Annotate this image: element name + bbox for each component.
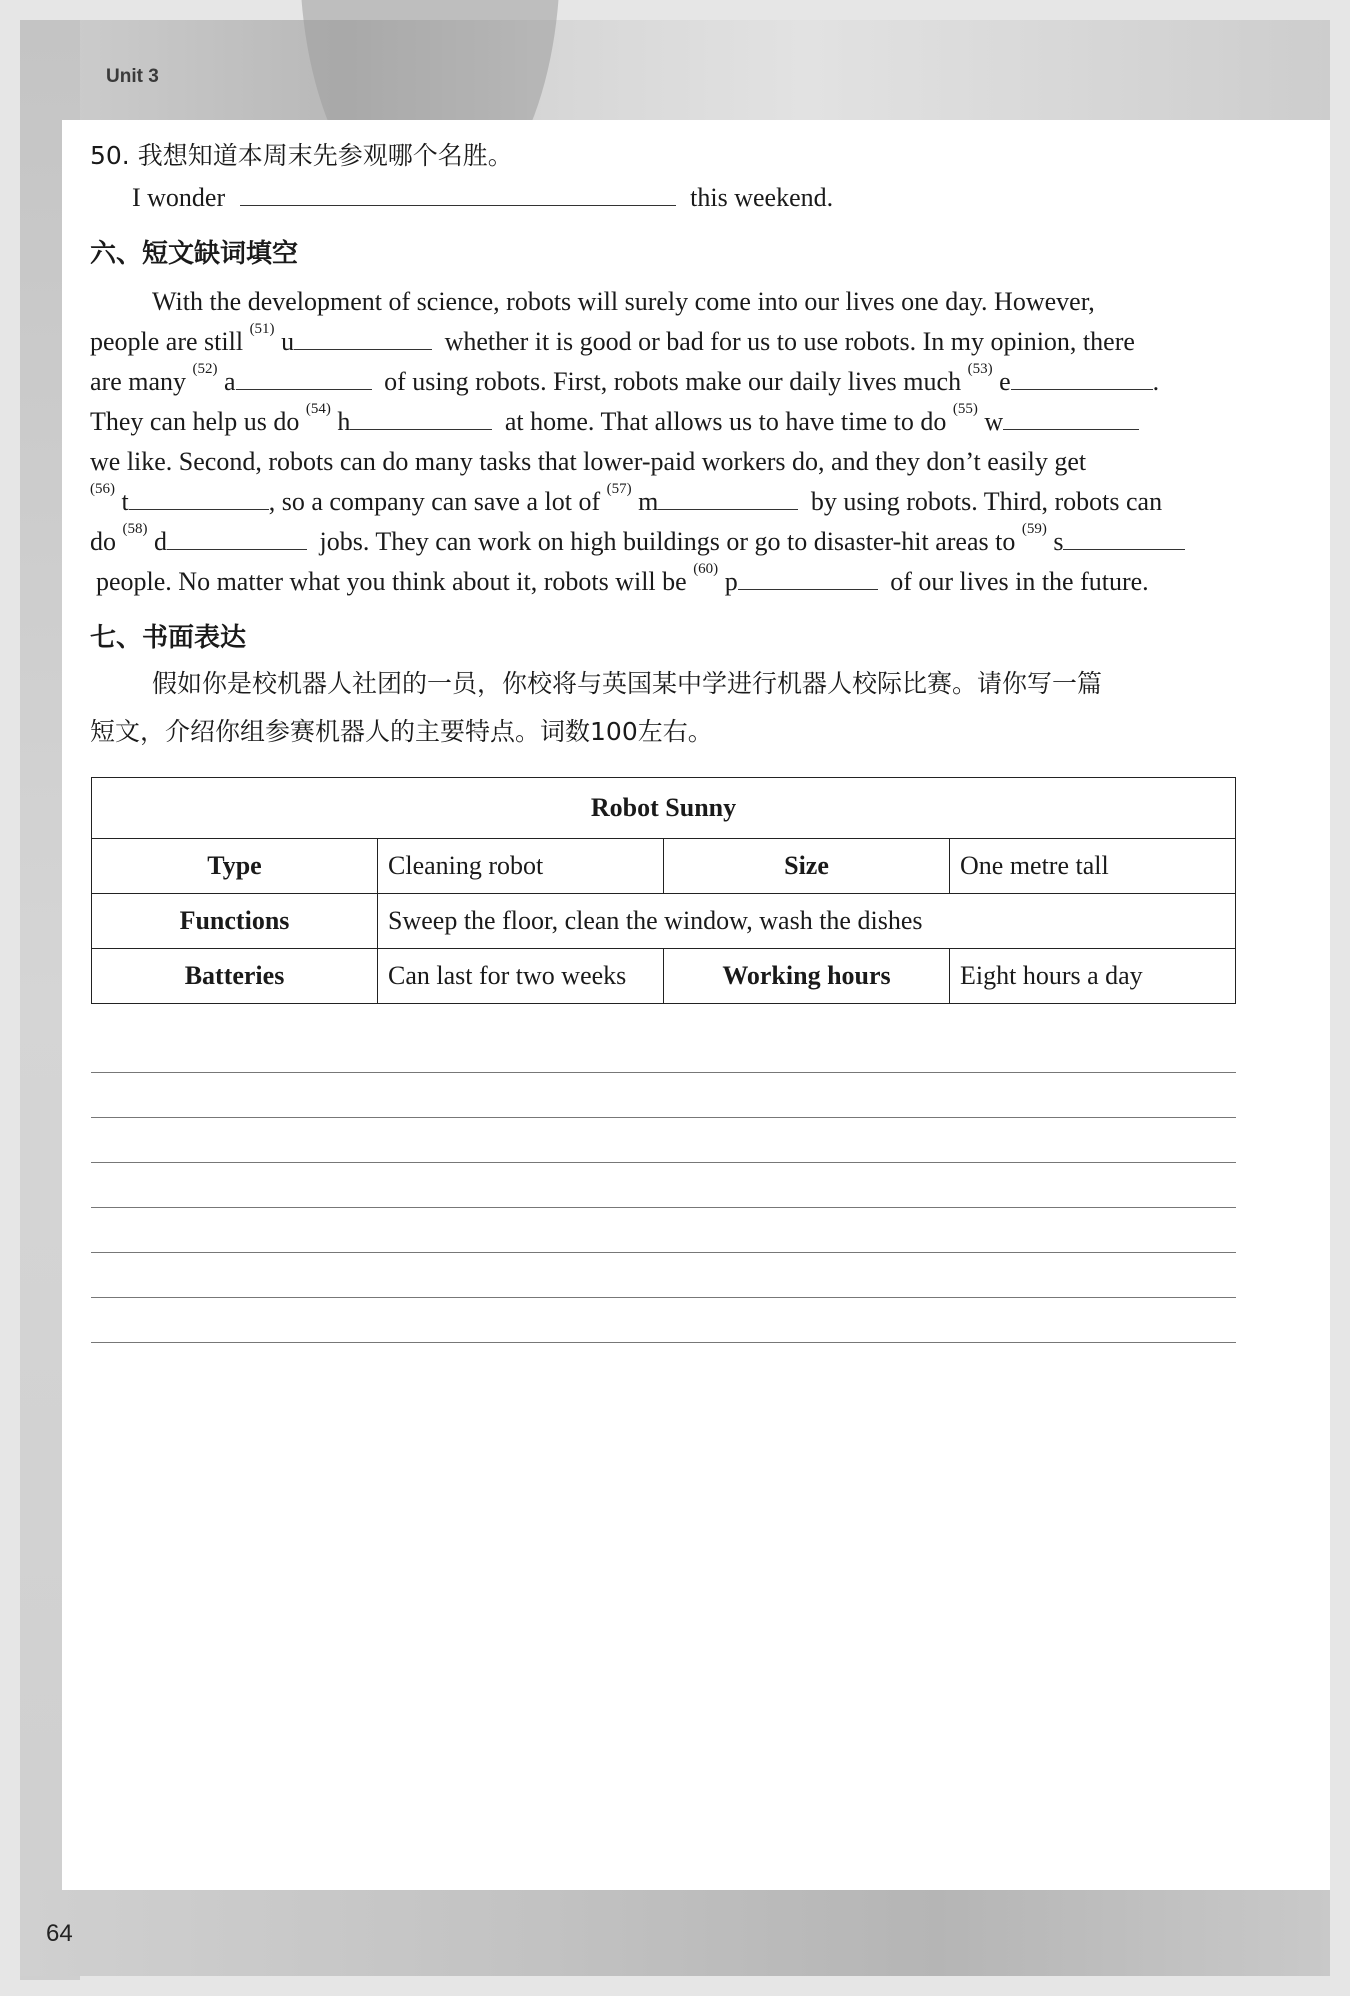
batteries-value: Can last for two weeks — [378, 949, 664, 1004]
functions-label: Functions — [92, 894, 378, 949]
bottom-shading — [20, 1890, 1330, 1976]
robot-info-table — [91, 777, 1236, 1004]
blank-53[interactable] — [1011, 367, 1153, 390]
blank-number-57: (57) — [606, 481, 632, 497]
blank-hint-59: s — [1053, 527, 1064, 556]
writing-line[interactable] — [91, 1162, 1236, 1163]
writing-line[interactable] — [91, 1297, 1236, 1298]
writing-line[interactable] — [91, 1342, 1236, 1343]
passage-line-3 — [90, 361, 1160, 398]
passage-text: whether it is good or bad for us to use robots. In my opinion, there — [444, 327, 1135, 356]
blank-number-60: (60) — [693, 561, 719, 577]
blank-hint-54: h — [337, 407, 351, 436]
blank-hint-53: e — [999, 367, 1011, 396]
blank-57[interactable] — [658, 487, 798, 510]
blank-60[interactable] — [738, 567, 878, 590]
table-title: Robot Sunny — [92, 778, 1236, 839]
size-value: One metre tall — [950, 839, 1236, 894]
passage-line-7 — [90, 521, 1185, 558]
blank-hint-58: d — [154, 527, 167, 556]
passage-text: people. No matter what you think about it, robots will be — [96, 567, 687, 596]
q50-prompt: 50. 我想知道本周末先参观哪个名胜。 — [90, 141, 513, 170]
q50-answer-start: I wonder — [132, 183, 226, 212]
passage-line-8 — [96, 561, 1149, 598]
q50-blank[interactable] — [240, 183, 676, 206]
blank-hint-60: p — [724, 567, 738, 596]
passage-text: people are still — [90, 327, 244, 356]
passage-line-2 — [90, 321, 1135, 358]
blank-number-56: (56) — [90, 481, 115, 497]
passage-text: . — [1152, 367, 1160, 396]
passage-text: at home. That allows us to have time to do — [504, 407, 947, 436]
blank-number-55: (55) — [952, 401, 978, 417]
blank-hint-57: m — [638, 487, 659, 516]
blank-number-58: (58) — [122, 521, 148, 537]
passage-text: are many — [90, 367, 187, 396]
section7-heading: 七、书面表达 — [90, 623, 247, 653]
passage-text: do — [90, 527, 116, 556]
blank-number-59: (59) — [1021, 521, 1047, 537]
passage-line-5: we like. Second, robots can do many tasks that lower-paid workers do, and they don’t easily get — [90, 447, 1087, 476]
passage-text: of using robots. First, robots make our daily lives much — [384, 367, 962, 396]
unit-label: Unit 3 — [106, 66, 159, 87]
blank-52[interactable] — [236, 367, 372, 390]
writing-line[interactable] — [91, 1072, 1236, 1073]
size-label: Size — [664, 839, 950, 894]
writing-line[interactable] — [91, 1252, 1236, 1253]
blank-hint-52: a — [224, 367, 236, 396]
blank-56[interactable] — [129, 487, 269, 510]
writing-line[interactable] — [91, 1207, 1236, 1208]
blank-hint-55: w — [984, 407, 1004, 436]
section6-heading: 六、短文缺词填空 — [90, 239, 299, 269]
blank-hint-51: u — [281, 327, 295, 356]
blank-58[interactable] — [167, 527, 307, 550]
blank-number-52: (52) — [192, 361, 218, 377]
passage-text: , so a company can save a lot of — [268, 487, 601, 516]
working-hours-value: Eight hours a day — [950, 949, 1236, 1004]
blank-51[interactable] — [294, 327, 432, 350]
type-label: Type — [92, 839, 378, 894]
blank-54[interactable] — [350, 407, 492, 430]
page-number: 64 — [46, 1920, 73, 1947]
batteries-label: Batteries — [92, 949, 378, 1004]
passage-text: by using robots. Third, robots can — [810, 487, 1163, 516]
blank-55[interactable] — [1003, 407, 1139, 430]
passage-text: They can help us do — [90, 407, 300, 436]
section7-instruction-line-2: 短文，介绍你组参赛机器人的主要特点。词数100左右。 — [90, 717, 713, 746]
q50-answer-end: this weekend. — [690, 183, 834, 212]
top-shading — [20, 20, 1330, 120]
q50-answer-line — [132, 182, 833, 214]
passage-line-4 — [90, 401, 1139, 438]
writing-line[interactable] — [91, 1117, 1236, 1118]
blank-59[interactable] — [1063, 527, 1185, 550]
blank-number-54: (54) — [305, 401, 331, 417]
type-value: Cleaning robot — [378, 839, 664, 894]
passage-text: jobs. They can work on high buildings or go to disaster-hit areas to — [319, 527, 1016, 556]
working-hours-label: Working hours — [664, 949, 950, 1004]
blank-hint-56: t — [121, 487, 129, 516]
passage-line-1: With the development of science, robots will surely come into our lives one day. However, — [152, 287, 1095, 316]
functions-value: Sweep the floor, clean the window, wash the dishes — [378, 894, 1236, 949]
blank-number-53: (53) — [967, 361, 993, 377]
passage-text: of our lives in the future. — [890, 567, 1149, 596]
passage-line-6 — [90, 481, 1163, 518]
blank-number-51: (51) — [249, 321, 275, 337]
section7-instruction-line-1: 假如你是校机器人社团的一员，你校将与英国某中学进行机器人校际比赛。请你写一篇 — [152, 669, 1103, 698]
